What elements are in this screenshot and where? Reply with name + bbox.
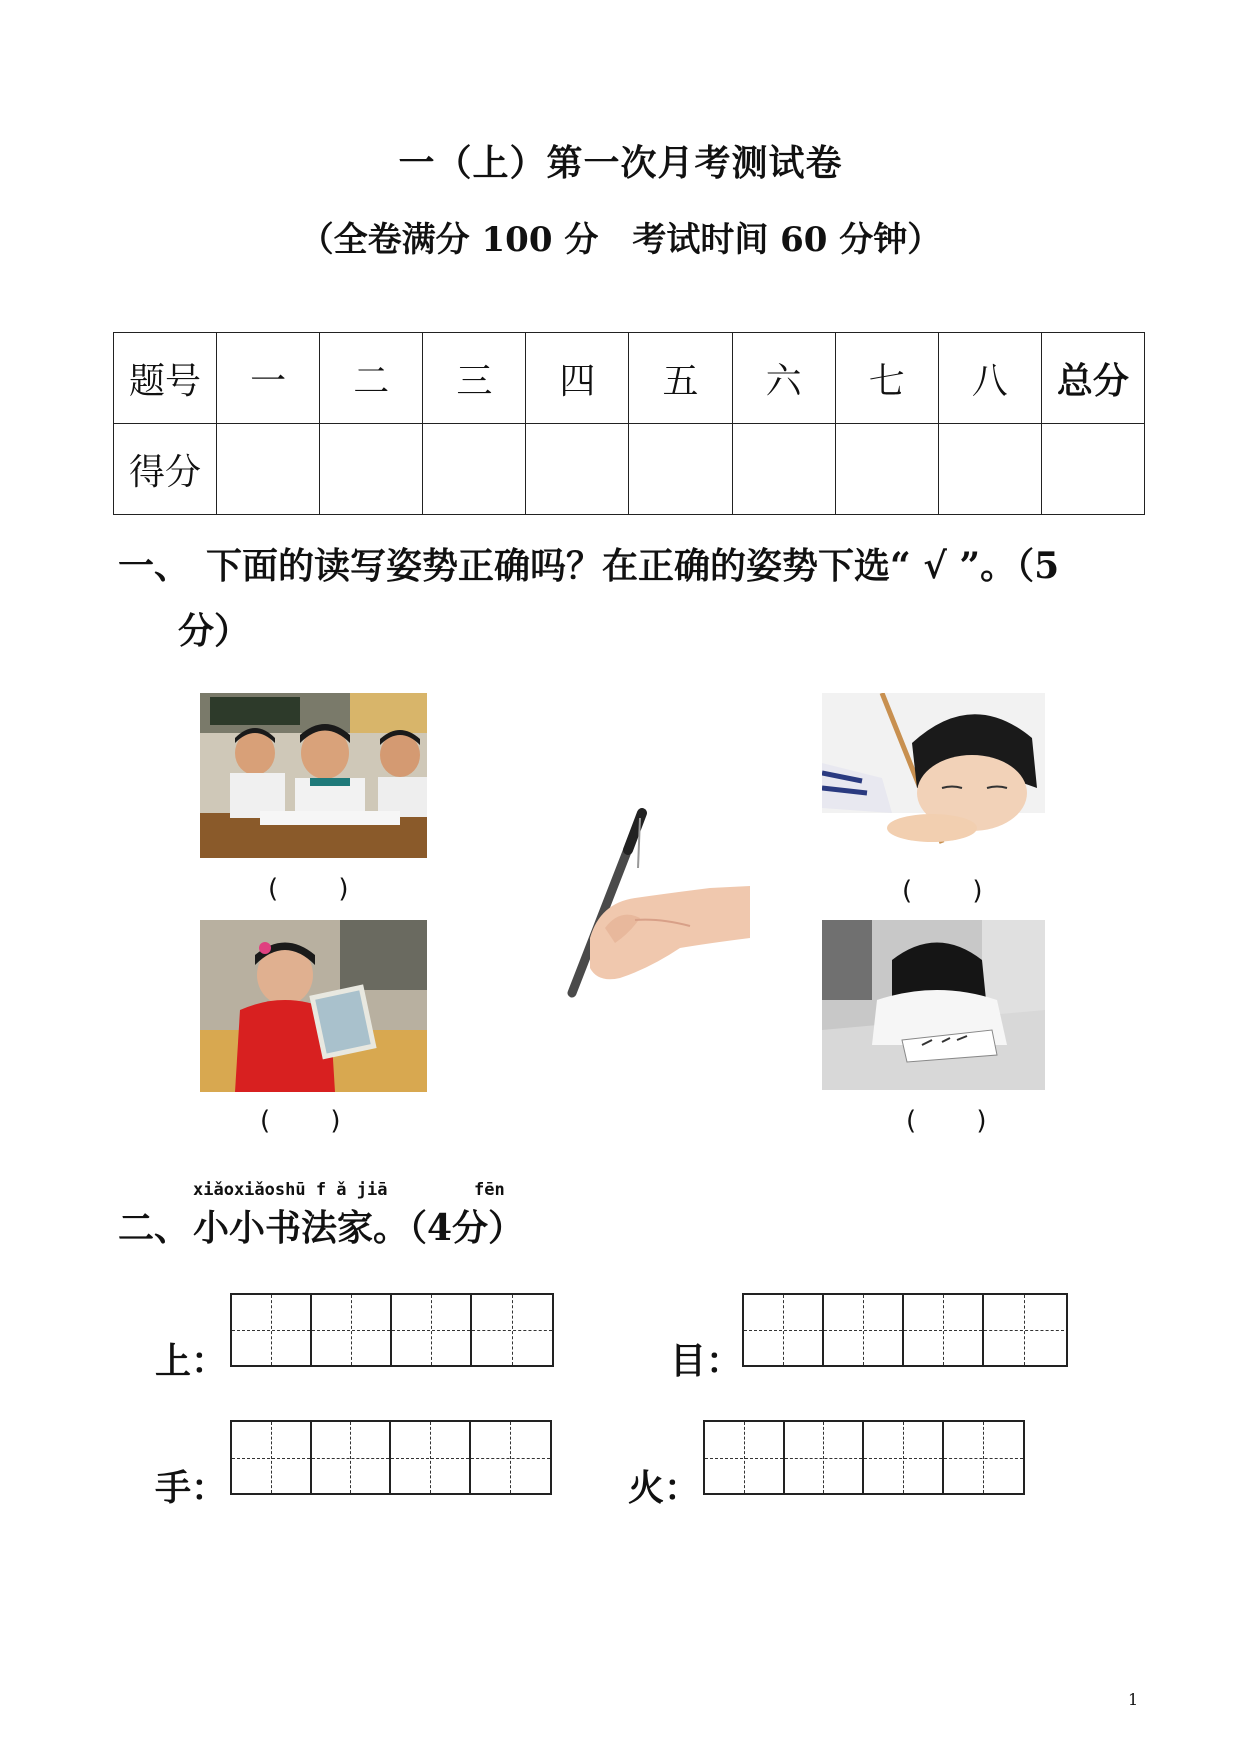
section-2-pinyin: xiǎoxiǎoshū f ǎ jiā: [193, 1180, 388, 1200]
table-cell: 四: [526, 333, 629, 424]
photo-girl-head-down-desk: [822, 920, 1045, 1090]
score-table-header-row: [114, 333, 1145, 424]
writing-cell[interactable]: [312, 1422, 392, 1493]
score-blank-cell[interactable]: [938, 424, 1041, 515]
answer-blank-4[interactable]: ( ): [906, 1106, 987, 1136]
writing-cell[interactable]: [232, 1295, 312, 1365]
score-table: [113, 332, 1145, 515]
char-label-shang: 上：: [155, 1340, 228, 1382]
writing-cell[interactable]: [984, 1295, 1064, 1365]
writing-cell[interactable]: [391, 1422, 471, 1493]
score-blank-cell[interactable]: [732, 424, 835, 515]
score-blank-cell[interactable]: [423, 424, 526, 515]
writing-cell[interactable]: [864, 1422, 944, 1493]
section-1-text: 下面的读写姿势正确吗？在正确的姿势下选“ √ ”。（5: [206, 545, 1060, 587]
writing-cell[interactable]: [312, 1295, 392, 1365]
photo-hand-holding-pen: [560, 808, 750, 1003]
score-blank-cell[interactable]: [217, 424, 320, 515]
score-blank-cell[interactable]: [629, 424, 732, 515]
table-cell: 八: [938, 333, 1041, 424]
section-2-text: 小小书法家。（4分）: [193, 1207, 525, 1249]
char-label-huo: 火：: [628, 1467, 701, 1509]
answer-blank-3[interactable]: ( ): [902, 876, 983, 906]
answer-blank-1[interactable]: ( ): [268, 874, 349, 904]
score-blank-cell[interactable]: [835, 424, 938, 515]
section-1-number: 一、: [118, 545, 191, 587]
char-label-shou: 手：: [155, 1467, 228, 1509]
writing-cell[interactable]: [824, 1295, 904, 1365]
table-cell: 六: [732, 333, 835, 424]
table-cell: 一: [217, 333, 320, 424]
writing-cell[interactable]: [392, 1295, 472, 1365]
section-2-number: 二、: [118, 1207, 191, 1249]
section-2-pinyin-fen: fēn: [474, 1180, 505, 1200]
writing-grid-shou[interactable]: [230, 1420, 552, 1495]
photo-girl-reading: [200, 920, 427, 1092]
table-cell: 二: [320, 333, 423, 424]
page-title: 一（上）第一次月考测试卷: [398, 142, 843, 184]
photo-classroom-boy-writing: [200, 693, 427, 858]
score-blank-cell[interactable]: [526, 424, 629, 515]
writing-cell[interactable]: [705, 1422, 785, 1493]
table-cell-total: 总分: [1041, 333, 1144, 424]
writing-cell[interactable]: [785, 1422, 865, 1493]
table-cell: 题号: [114, 333, 217, 424]
char-label-mu: 目：: [670, 1340, 743, 1382]
page-number: 1: [1128, 1690, 1139, 1709]
writing-cell[interactable]: [472, 1295, 552, 1365]
writing-cell[interactable]: [944, 1422, 1023, 1493]
writing-cell[interactable]: [471, 1422, 550, 1493]
answer-blank-2[interactable]: ( ): [260, 1106, 341, 1136]
table-cell: 得分: [114, 424, 217, 515]
score-blank-cell[interactable]: [320, 424, 423, 515]
score-table-score-row: [114, 424, 1145, 515]
score-blank-cell[interactable]: [1041, 424, 1144, 515]
writing-cell[interactable]: [232, 1422, 312, 1493]
table-cell: 三: [423, 333, 526, 424]
writing-grid-shang[interactable]: [230, 1293, 554, 1367]
writing-cell[interactable]: [744, 1295, 824, 1365]
table-cell: 五: [629, 333, 732, 424]
section-1-text-cont: 分）: [178, 610, 251, 652]
writing-cell[interactable]: [904, 1295, 984, 1365]
writing-grid-huo[interactable]: [703, 1420, 1025, 1495]
page-subtitle: （全卷满分 100 分 考试时间 60 分钟）: [299, 220, 942, 260]
table-cell: 七: [835, 333, 938, 424]
writing-grid-mu[interactable]: [742, 1293, 1068, 1367]
photo-child-head-down-writing: [822, 693, 1045, 856]
